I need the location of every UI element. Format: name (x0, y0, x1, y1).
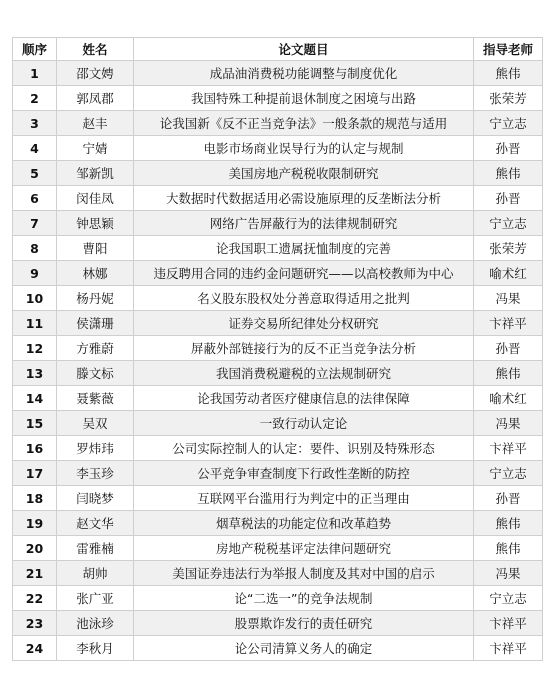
thesis-title: 电影市场商业误导行为的认定与规制 (134, 136, 474, 161)
row-order: 1 (13, 61, 57, 86)
table-row (13, 611, 543, 636)
row-order: 21 (13, 561, 57, 586)
student-name: 郭凤郡 (57, 86, 134, 111)
student-name: 钟思颖 (57, 211, 134, 236)
advisor-name: 熊伟 (474, 361, 543, 386)
advisor-name: 冯果 (474, 411, 543, 436)
table-row (13, 586, 543, 611)
advisor-name: 张荣芳 (474, 86, 543, 111)
student-name: 张广亚 (57, 586, 134, 611)
student-name: 李秋月 (57, 636, 134, 661)
thesis-title: 网络广告屏蔽行为的法律规制研究 (134, 211, 474, 236)
row-order: 5 (13, 161, 57, 186)
advisor-name: 宁立志 (474, 586, 543, 611)
row-order: 11 (13, 311, 57, 336)
table-header-row (13, 38, 543, 61)
student-name: 林娜 (57, 261, 134, 286)
student-name: 滕文标 (57, 361, 134, 386)
header-advisor: 指导老师 (474, 38, 543, 61)
student-name: 赵丰 (57, 111, 134, 136)
student-name: 胡帅 (57, 561, 134, 586)
thesis-title: 论我国新《反不正当竞争法》一般条款的规范与适用 (134, 111, 474, 136)
table-row (13, 461, 543, 486)
table-body (13, 61, 543, 661)
advisor-name: 冯果 (474, 286, 543, 311)
header-order: 顺序 (13, 38, 57, 61)
thesis-title: 互联网平台滥用行为判定中的正当理由 (134, 486, 474, 511)
advisor-name: 孙晋 (474, 136, 543, 161)
advisor-name: 卞祥平 (474, 311, 543, 336)
row-order: 22 (13, 586, 57, 611)
thesis-title: 一致行动认定论 (134, 411, 474, 436)
thesis-title: 房地产税税基评定法律问题研究 (134, 536, 474, 561)
table-row (13, 311, 543, 336)
thesis-title: 我国特殊工种提前退休制度之困境与出路 (134, 86, 474, 111)
thesis-title: 证券交易所纪律处分权研究 (134, 311, 474, 336)
advisor-name: 卞祥平 (474, 636, 543, 661)
advisor-name: 卞祥平 (474, 611, 543, 636)
table-row (13, 386, 543, 411)
row-order: 20 (13, 536, 57, 561)
table-row (13, 86, 543, 111)
row-order: 14 (13, 386, 57, 411)
table-row (13, 161, 543, 186)
student-name: 曹阳 (57, 236, 134, 261)
table-row (13, 111, 543, 136)
thesis-title: 公平竞争审查制度下行政性垄断的防控 (134, 461, 474, 486)
student-name: 罗炜玮 (57, 436, 134, 461)
row-order: 24 (13, 636, 57, 661)
advisor-name: 卞祥平 (474, 436, 543, 461)
row-order: 4 (13, 136, 57, 161)
advisor-name: 宁立志 (474, 111, 543, 136)
advisor-name: 喻术红 (474, 386, 543, 411)
advisor-name: 冯果 (474, 561, 543, 586)
thesis-title: 论“二选一”的竞争法规制 (134, 586, 474, 611)
thesis-title: 大数据时代数据适用必需设施原理的反垄断法分析 (134, 186, 474, 211)
student-name: 宁婧 (57, 136, 134, 161)
student-name: 吴双 (57, 411, 134, 436)
table-row (13, 236, 543, 261)
table-row (13, 511, 543, 536)
table-row (13, 61, 543, 86)
advisor-name: 熊伟 (474, 161, 543, 186)
student-name: 赵文华 (57, 511, 134, 536)
row-order: 13 (13, 361, 57, 386)
table-row (13, 486, 543, 511)
row-order: 9 (13, 261, 57, 286)
thesis-title: 我国消费税避税的立法规制研究 (134, 361, 474, 386)
student-name: 邹新凯 (57, 161, 134, 186)
table-row (13, 186, 543, 211)
advisor-name: 宁立志 (474, 461, 543, 486)
table-row (13, 336, 543, 361)
row-order: 6 (13, 186, 57, 211)
thesis-title: 成品油消费税功能调整与制度优化 (134, 61, 474, 86)
student-name: 雷雅楠 (57, 536, 134, 561)
table-row (13, 361, 543, 386)
thesis-title: 公司实际控制人的认定：要件、识别及特殊形态 (134, 436, 474, 461)
row-order: 8 (13, 236, 57, 261)
header-thesis-title: 论文题目 (134, 38, 474, 61)
thesis-title: 论我国职工遗属抚恤制度的完善 (134, 236, 474, 261)
row-order: 18 (13, 486, 57, 511)
row-order: 19 (13, 511, 57, 536)
row-order: 2 (13, 86, 57, 111)
table-row (13, 561, 543, 586)
row-order: 3 (13, 111, 57, 136)
thesis-title: 论我国劳动者医疗健康信息的法律保障 (134, 386, 474, 411)
advisor-name: 孙晋 (474, 336, 543, 361)
table-row (13, 536, 543, 561)
table-row (13, 261, 543, 286)
row-order: 15 (13, 411, 57, 436)
advisor-name: 熊伟 (474, 61, 543, 86)
student-name: 李玉珍 (57, 461, 134, 486)
table-row (13, 286, 543, 311)
row-order: 10 (13, 286, 57, 311)
row-order: 23 (13, 611, 57, 636)
table-row (13, 411, 543, 436)
header-name: 姓名 (57, 38, 134, 61)
advisor-name: 张荣芳 (474, 236, 543, 261)
thesis-title: 论公司清算义务人的确定 (134, 636, 474, 661)
thesis-title: 屏蔽外部链接行为的反不正当竞争法分析 (134, 336, 474, 361)
advisor-name: 宁立志 (474, 211, 543, 236)
student-name: 侯潇珊 (57, 311, 134, 336)
advisor-name: 喻术红 (474, 261, 543, 286)
student-name: 方雅蔚 (57, 336, 134, 361)
table-row (13, 436, 543, 461)
advisor-name: 孙晋 (474, 186, 543, 211)
advisor-name: 孙晋 (474, 486, 543, 511)
thesis-title: 股票欺诈发行的责任研究 (134, 611, 474, 636)
table-row (13, 211, 543, 236)
thesis-title: 美国房地产税税收限制研究 (134, 161, 474, 186)
student-name: 闫晓梦 (57, 486, 134, 511)
row-order: 7 (13, 211, 57, 236)
student-name: 聂紫薇 (57, 386, 134, 411)
row-order: 12 (13, 336, 57, 361)
thesis-title: 名义股东股权处分善意取得适用之批判 (134, 286, 474, 311)
student-name: 闵佳凤 (57, 186, 134, 211)
thesis-title: 美国证券违法行为举报人制度及其对中国的启示 (134, 561, 474, 586)
thesis-title: 烟草税法的功能定位和改革趋势 (134, 511, 474, 536)
thesis-table (12, 37, 543, 661)
thesis-title: 违反聘用合同的违约金问题研究——以高校教师为中心 (134, 261, 474, 286)
row-order: 16 (13, 436, 57, 461)
student-name: 邵文娉 (57, 61, 134, 86)
row-order: 17 (13, 461, 57, 486)
student-name: 杨丹妮 (57, 286, 134, 311)
table-row (13, 636, 543, 661)
student-name: 池泳珍 (57, 611, 134, 636)
advisor-name: 熊伟 (474, 511, 543, 536)
table-row (13, 136, 543, 161)
advisor-name: 熊伟 (474, 536, 543, 561)
